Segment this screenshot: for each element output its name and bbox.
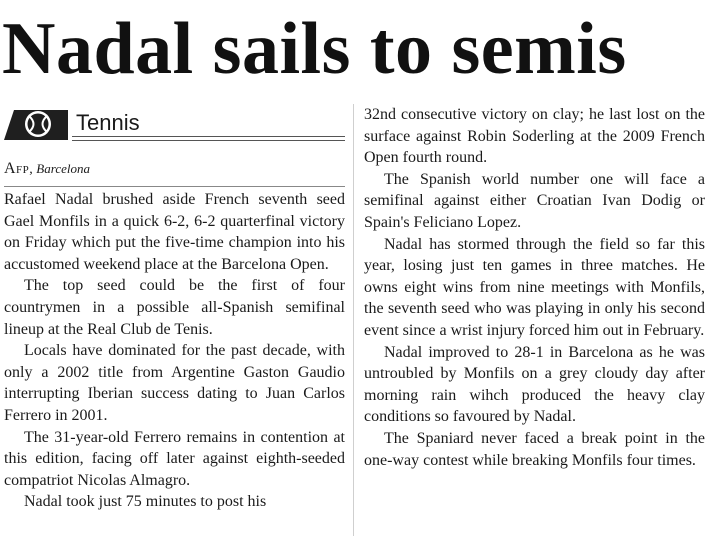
article-paragraph: The Spaniard never faced a break point in the one-way contest while breaking Monfils four times.	[364, 429, 705, 469]
section-rule	[72, 136, 345, 141]
article-paragraph: Rafael Nadal brushed aside French seventh seed Gael Monfils in a quick 6-2, 6-2 quarterfinal victory on Friday which put the five-time champion into his accustomed weekend place at the Barcelona Open.	[4, 191, 345, 273]
article-paragraph: The 31-year-old Ferrero remains in contention at this edition, facing off later against eighth-seeded compatriot Nicolas Almagro.	[4, 428, 345, 489]
article-paragraph: 32nd consecutive victory on clay; he last lost on the surface against Robin Soderling at the 2009 French Open fourth round.	[364, 106, 705, 167]
article-paragraph: Nadal improved to 28-1 in Barcelona as he was untroubled by Monfils on a grey cloudy day after morning rain wihch produced the heavy clay conditions so favoured by Nadal.	[364, 343, 705, 426]
byline-agency: Afp	[4, 160, 30, 177]
tennis-ball-icon	[4, 106, 68, 140]
headline: Nadal sails to semis	[2, 8, 627, 90]
right-column	[364, 104, 705, 471]
article-paragraph: The Spanish world number one will face a semifinal against either Croatian Ivan Dodig or Spain's Feliciano Lopez.	[364, 170, 705, 231]
section-kicker	[4, 104, 345, 142]
left-column	[4, 104, 345, 513]
article-paragraph: The top seed could be the first of four countrymen in a possible all-Spanish semifinal lineup at the Real Club de Tenis.	[4, 277, 345, 338]
byline-place: Barcelona	[36, 161, 90, 176]
section-label: Tennis	[76, 110, 140, 135]
byline-divider	[4, 186, 345, 187]
article-paragraph: Nadal has stormed through the field so far this year, losing just ten games in three matches. He owns eight wins from nine meetings with Monfils, the seventh seed who was playing in only his second event since a wrist injury forced him out in February.	[364, 235, 705, 339]
article-paragraph: Locals have dominated for the past decade, with only a 2002 title from Argentine Gaston Gaudio interrupting Iberian success dating to Juan Carlos Ferrero in 2001.	[4, 342, 345, 424]
byline: Afp, Barcelona	[4, 160, 90, 177]
article-paragraph: Nadal took just 75 minutes to post his	[24, 493, 267, 511]
column-divider	[353, 104, 354, 536]
